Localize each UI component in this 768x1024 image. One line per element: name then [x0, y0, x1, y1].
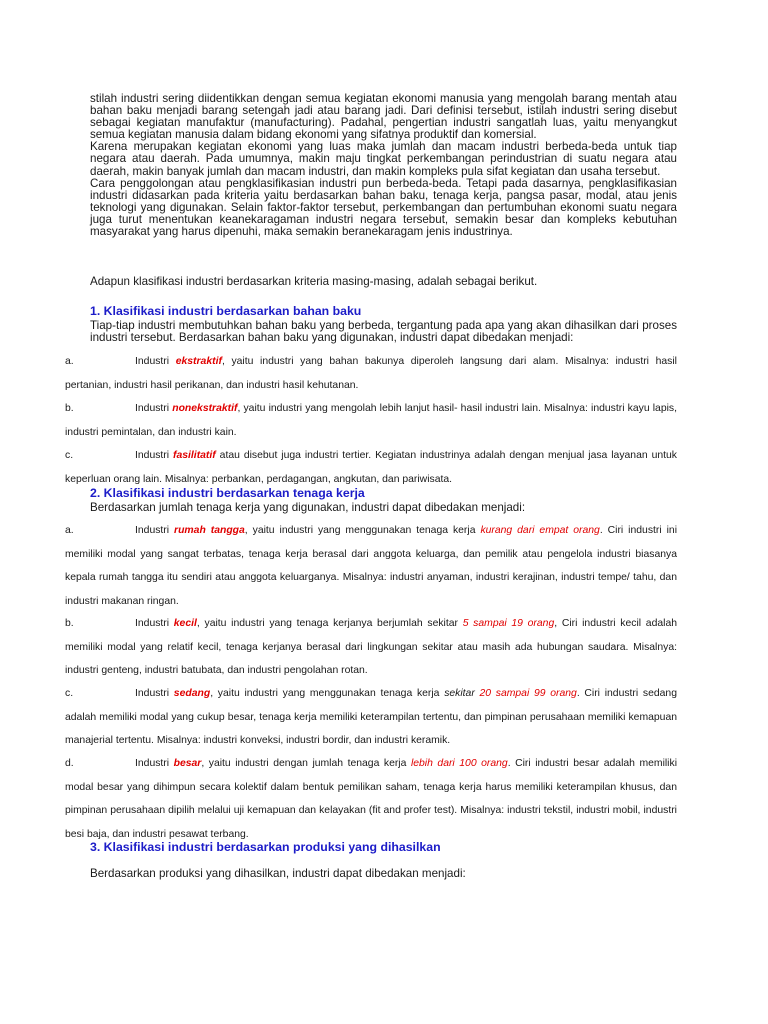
list-item: c. Industri sedang, yaitu industri yang menggunakan tenaga kerja sekitar 20 sampai 99 orang. Ciri industri sedang adalah memiliki modal yang cukup besar, tenaga kerja memiliki keterampilan tertentu, dan pimpinan perusahaan memiliki kemapuan manajerial tertentu. Misalnya: industri konveksi, industri bordir, dan industri keramik.	[65, 682, 677, 753]
list-item: d. Industri besar, yaitu industri dengan jumlah tenaga kerja lebih dari 100 orang. Ciri industri besar adalah memiliki modal besar yang dihimpun secara kolektif dalam bentuk pemilikan saham, tenaga kerja harus memiliki keterampilan khusus, dan pimpinan perusahaan dipilih melalui uji kemapuan dan kelayakan (fit and profer test). Misalnya: industri tekstil, industri mobil, industri besi baja, dan industri pesawat terbang.	[65, 752, 677, 846]
highlight: 20 sampai 99 orang	[479, 688, 577, 699]
keyword: sedang	[173, 688, 211, 699]
highlight: kurang dari empat orang	[480, 525, 600, 536]
list-item: a. Industri rumah tangga, yaitu industri yang menggunakan tenaga kerja kurang dari empat orang. Ciri industri ini memiliki modal yang sangat terbatas, tenaga kerja berasal dari anggota keluarga, dan pemilik atau pengelola industri biasanya kepala rumah tangga itu sendiri atau anggota keluarganya. Misalnya: industri anyaman, industri kerajinan, industri tempe/ tahu, dan industri makanan ringan.	[65, 519, 677, 613]
list-item: b. Industri kecil, yaitu industri yang tenaga kerjanya berjumlah sekitar 5 sampai 19 orang, Ciri industri kecil adalah memiliki modal yang relatif kecil, tenaga kerjanya berasal dari lingkungan sekitar atau masih ada hubungan saudara. Misalnya: industri genteng, industri batubata, dan industri pengolahan rotan.	[65, 612, 677, 683]
list-item: b. Industri nonekstraktif, yaitu industri yang mengolah lebih lanjut hasil- hasil industri lain. Misalnya: industri kayu lapis, industri pemintalan, dan industri kain.	[65, 397, 677, 444]
intro-paragraph-3: Cara penggolongan atau pengklasifikasian industri pun berbeda-beda. Tetapi pada dasarnya, pengklasifikasian industri didasarkan pada kriteria yaitu berdasarkan bahan baku, tenaga kerja, pangsa pasar, modal, atau jenis teknologi yang digunakan. Selain faktor-faktor tersebut, perkembangan dan pertumbuhan ekonomi suatu negara juga turut menentukan keanekaragaman industri negara tersebut, semakin besar dan kompleks kebutuhan masyarakat yang harus dipenuhi, maka semakin beranekaragam jenis industrinya.	[90, 176, 677, 239]
list-marker: c.	[65, 450, 74, 461]
section-3-heading: 3. Klasifikasi industri berdasarkan produksi yang dihasilkan	[90, 840, 441, 854]
intro-paragraph-2: Karena merupakan kegiatan ekonomi yang luas maka jumlah dan macam industri berbeda-beda untuk tiap negara atau daerah. Pada umumnya, makin maju tingkat perkembangan perindustrian di suatu negara atau daerah, makin banyak jumlah dan macam industri, dan makin kompleks pula sifat kegiatan dan usaha tersebut.	[90, 140, 677, 178]
highlight: 5 sampai 19 orang	[462, 618, 555, 629]
list-item: a. Industri ekstraktif, yaitu industri yang bahan bakunya diperoleh langsung dari alam. Misalnya: industri hasil pertanian, industri hasil perikanan, dan industri hasil kehutanan.	[65, 350, 677, 397]
lead-paragraph: Adapun klasifikasi industri berdasarkan kriteria masing-masing, adalah sebagai berikut.	[90, 275, 538, 288]
list-marker: b.	[65, 403, 74, 414]
keyword: kecil	[173, 618, 197, 629]
list-marker: b.	[65, 618, 74, 629]
list-marker: a.	[65, 356, 74, 367]
keyword: ekstraktif	[175, 356, 222, 367]
intro-paragraph-1: stilah industri sering diidentikkan dengan semua kegiatan ekonomi manusia yang mengolah barang mentah atau bahan baku menjadi barang setengah jadi atau barang jadi. Dari definisi tersebut, istilah industri sering disebut sebagai kegiatan manufaktur (manufacturing). Padahal, pengertian industri sangatlah luas, yaitu menyangkut semua kegiatan manusia dalam bidang ekonomi yang sifatnya produktif dan komersial.	[90, 92, 677, 142]
list-marker: a.	[65, 525, 74, 536]
keyword: rumah tangga	[174, 525, 245, 536]
highlight: lebih dari 100 orang	[410, 758, 508, 769]
list-marker: c.	[65, 688, 74, 699]
list-marker: d.	[65, 758, 74, 769]
keyword: nonekstraktif	[172, 403, 238, 414]
section-2-intro: Berdasarkan jumlah tenaga kerja yang digunakan, industri dapat dibedakan menjadi:	[90, 501, 526, 514]
section-1-intro: Tiap-tiap industri membutuhkan bahan baku yang berbeda, tergantung pada apa yang akan dihasilkan dari proses industri tersebut. Berdasarkan bahan baku yang digunakan, industri dapat dibedakan menjadi:	[90, 319, 677, 345]
section-2-heading: 2. Klasifikasi industri berdasarkan tenaga kerja	[90, 486, 365, 500]
keyword: besar	[173, 758, 202, 769]
keyword: fasilitatif	[173, 450, 216, 461]
section-1-heading: 1. Klasifikasi industri berdasarkan bahan baku	[90, 304, 362, 318]
intro-text	[90, 93, 677, 238]
section-3-intro: Berdasarkan produksi yang dihasilkan, industri dapat dibedakan menjadi:	[90, 867, 466, 880]
list-item: c. Industri fasilitatif atau disebut juga industri tertier. Kegiatan industrinya adalah dengan menjual jasa layanan untuk keperluan orang lain. Misalnya: perbankan, perdagangan, angkutan, dan pariwisata.	[65, 444, 677, 491]
